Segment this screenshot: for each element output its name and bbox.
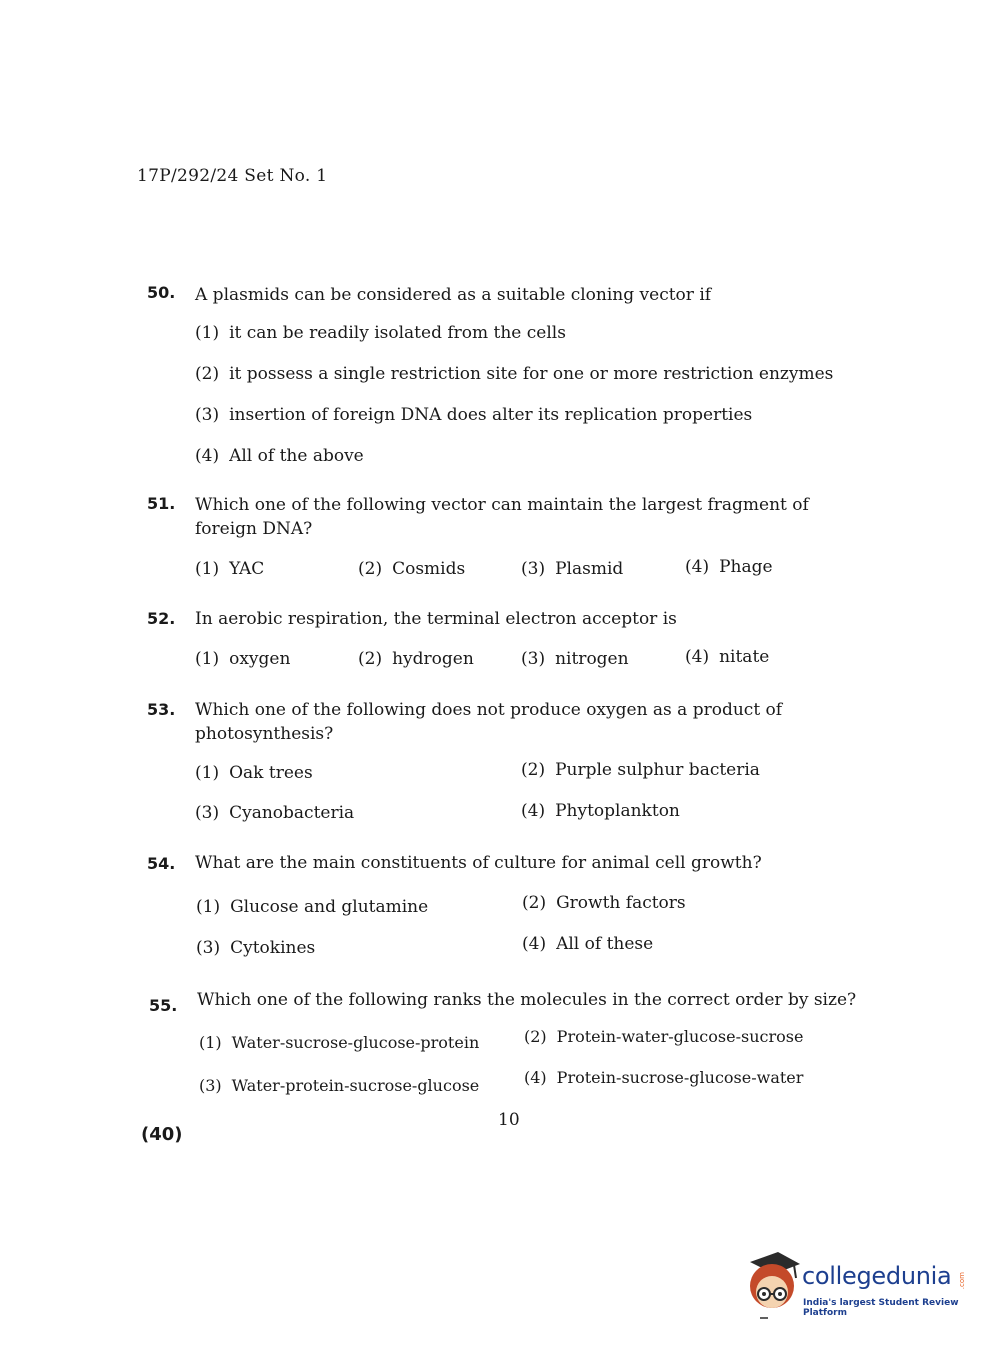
question-text: What are the main constituents of culture for animal cell growth? (195, 853, 762, 873)
option-text: YAC (229, 559, 265, 579)
option-text: Growth factors (556, 893, 686, 913)
option-number: (4) (524, 1068, 547, 1087)
option-number: (4) (685, 647, 710, 667)
option-text: insertion of foreign DNA does alter its replication properties (229, 405, 753, 425)
question-number: 50. (147, 283, 176, 302)
option-text: Phytoplankton (555, 801, 680, 821)
question-number: 54. (147, 854, 176, 873)
option-number: (2) (358, 649, 383, 669)
option (685, 557, 773, 577)
option (195, 649, 290, 669)
option-number: (1) (195, 323, 220, 343)
question-text: Which one of the following vector can maintain the largest fragment of foreign DNA? (195, 495, 809, 539)
option (358, 649, 474, 669)
question-text: Which one of the following does not produce oxygen as a product of photosynthesis? (195, 700, 783, 744)
option-number: (2) (358, 559, 383, 579)
option-number: (4) (521, 801, 546, 821)
option-text: All of these (556, 934, 654, 954)
option-number: (4) (522, 934, 547, 954)
option-number: (2) (521, 760, 546, 780)
option (524, 1068, 803, 1087)
option-text: Phage (719, 557, 773, 577)
option-text: it can be readily isolated from the cells (229, 323, 566, 343)
option-text: nitate (719, 647, 770, 667)
option (358, 559, 465, 579)
option-number: (2) (522, 893, 547, 913)
option (196, 897, 428, 917)
option (196, 938, 315, 958)
question-number: 52. (147, 609, 176, 628)
option-text: Water-protein-sucrose-glucose (231, 1076, 480, 1095)
option-text: Cosmids (392, 559, 466, 579)
option (521, 760, 760, 780)
collegedunia-mascot-icon (742, 1250, 802, 1320)
question-number: 53. (147, 700, 176, 719)
option-text: Plasmid (555, 559, 624, 579)
option-number: (3) (521, 649, 546, 669)
option-number: (1) (195, 763, 220, 783)
option-number: (3) (196, 938, 221, 958)
option-number: (4) (195, 446, 220, 466)
watermark-brand: collegedunia (802, 1262, 952, 1290)
question-text: Which one of the following ranks the molecules in the correct order by size? (197, 990, 857, 1010)
page-number: 10 (498, 1110, 520, 1130)
option (195, 763, 313, 783)
question-text: A plasmids can be considered as a suitable cloning vector if (195, 285, 712, 305)
option-number: (1) (195, 559, 220, 579)
option (521, 559, 623, 579)
option-text: it possess a single restriction site for one or more restriction enzymes (229, 364, 834, 384)
option (199, 1033, 479, 1052)
option-text: Protein-sucrose-glucose-water (556, 1068, 804, 1087)
question-number: 55. (149, 996, 178, 1015)
watermark-brand-suffix: .com (958, 1272, 966, 1290)
option-number: (2) (195, 364, 220, 384)
option-text: Purple sulphur bacteria (555, 760, 760, 780)
option (195, 364, 833, 384)
option (195, 803, 354, 823)
option-number: (3) (199, 1076, 222, 1095)
option-text: Protein-water-glucose-sucrose (556, 1027, 804, 1046)
option-number: (4) (685, 557, 710, 577)
option (521, 801, 680, 821)
option-number: (1) (195, 649, 220, 669)
watermark-tagline: India's largest Student Review Platform (803, 1298, 959, 1318)
option-number: (3) (195, 405, 220, 425)
set-header: 17P/292/24 Set No. 1 (137, 166, 328, 186)
option (199, 1076, 479, 1095)
option-number: (1) (196, 897, 221, 917)
option (195, 559, 264, 579)
option-text: hydrogen (392, 649, 474, 669)
option (195, 446, 364, 466)
option-text: Cyanobacteria (229, 803, 355, 823)
option (195, 323, 566, 343)
option-text: Cytokines (230, 938, 316, 958)
option (524, 1027, 803, 1046)
option-text: Oak trees (229, 763, 313, 783)
option-number: (2) (524, 1027, 547, 1046)
option-text: nitrogen (555, 649, 629, 669)
option-text: Water-sucrose-glucose-protein (231, 1033, 480, 1052)
option-text: oxygen (229, 649, 291, 669)
option-number: (3) (195, 803, 220, 823)
option (522, 893, 686, 913)
question-number: 51. (147, 494, 176, 513)
page-code: (40) (141, 1124, 183, 1145)
option-text: Glucose and glutamine (230, 897, 429, 917)
question-text: In aerobic respiration, the terminal electron acceptor is (195, 609, 677, 629)
option (685, 647, 769, 667)
option (522, 934, 653, 954)
option-number: (1) (199, 1033, 222, 1052)
option-text: All of the above (229, 446, 364, 466)
option (521, 649, 629, 669)
option-number: (3) (521, 559, 546, 579)
option (195, 405, 752, 425)
